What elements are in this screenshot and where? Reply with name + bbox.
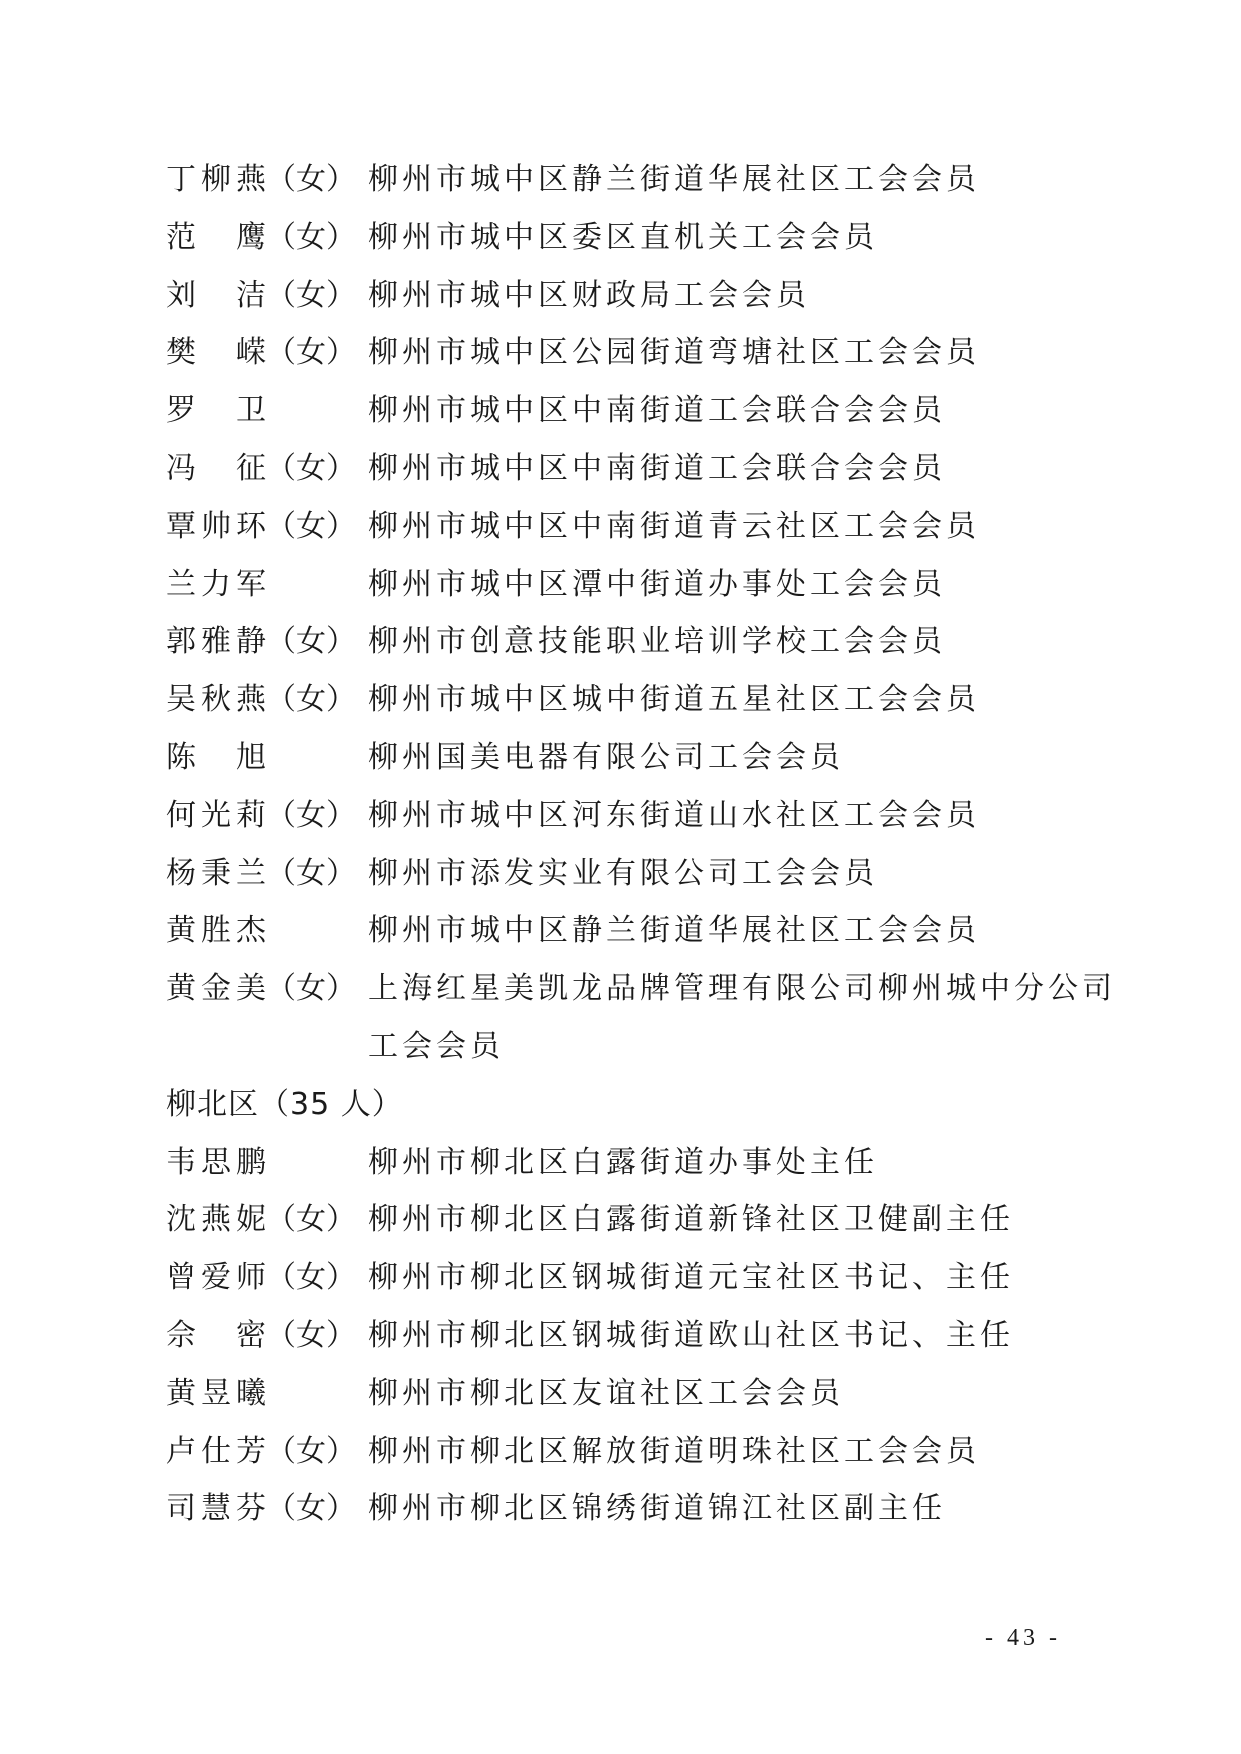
list-item (166, 738, 1126, 796)
list-item (166, 1374, 1126, 1432)
person-name (166, 1489, 266, 1529)
list-item (166, 507, 1126, 565)
gender-note: （女） (266, 682, 356, 718)
gender-note: （女） (266, 335, 356, 371)
list-item (166, 333, 1126, 391)
list-item (166, 969, 1126, 1027)
name-char: 丁 (166, 162, 196, 197)
name-char: 杰 (236, 913, 266, 949)
name-char: 韦 (166, 1144, 196, 1180)
name-char: 郭 (166, 624, 196, 660)
name-char: 吴 (166, 682, 196, 718)
name-char: 黄 (166, 971, 196, 1007)
person-name (166, 391, 266, 431)
work-unit: 柳州市添发实业有限公司工会会员 (368, 855, 878, 891)
person-name (166, 449, 266, 489)
work-unit: 柳州市城中区公园街道弯塘社区工会会员 (368, 335, 980, 371)
name-char: 曦 (236, 1375, 266, 1411)
list-item (166, 854, 1126, 912)
work-unit: 柳州市城中区静兰街道华展社区工会会员 (368, 913, 980, 949)
name-char: 佘 (166, 1317, 196, 1353)
gender-note: （女） (266, 624, 356, 660)
name-char: 柳 (201, 162, 231, 197)
person-name (166, 507, 266, 547)
name-char: 昱 (201, 1375, 231, 1411)
name-char: 静 (236, 624, 266, 660)
name-char: 沈 (166, 1202, 196, 1238)
person-name (166, 1432, 266, 1472)
list-item (166, 1258, 1126, 1316)
name-char: 思 (201, 1144, 231, 1180)
list-item (166, 449, 1126, 507)
work-unit: 柳州市城中区城中街道五星社区工会会员 (368, 682, 980, 718)
gender-note: （女） (266, 1317, 356, 1353)
work-unit: 柳州市柳北区锦绣街道锦江社区副主任 (368, 1491, 946, 1527)
name-char: 征 (236, 450, 266, 486)
name-char: 嵘 (236, 335, 266, 371)
person-name (166, 1200, 266, 1240)
work-unit: 柳州市城中区静兰街道华展社区工会会员 (368, 162, 980, 197)
name-char: 军 (236, 566, 266, 602)
work-unit: 柳州市城中区河东街道山水社区工会会员 (368, 797, 980, 833)
person-name (166, 796, 266, 836)
name-char: 冯 (166, 450, 196, 486)
page-number: - 43 - (985, 1625, 1061, 1651)
name-char: 莉 (236, 797, 266, 833)
person-name (166, 1316, 266, 1356)
name-char: 何 (166, 797, 196, 833)
name-char: 燕 (236, 162, 266, 197)
name-char: 卢 (166, 1433, 196, 1469)
name-char: 兰 (166, 566, 196, 602)
work-unit: 柳州市城中区委区直机关工会会员 (368, 219, 878, 255)
name-char: 覃 (166, 508, 196, 544)
name-char: 秉 (201, 855, 231, 891)
list-item (166, 1200, 1126, 1258)
gender-note: （女） (266, 277, 356, 313)
name-char: 杨 (166, 855, 196, 891)
member-group-liubei (166, 1143, 1126, 1548)
person-name (166, 854, 266, 894)
work-unit: 上海红星美凯龙品牌管理有限公司柳州城中分公司 (368, 971, 1116, 1007)
name-char: 陈 (166, 739, 196, 775)
name-char: 美 (236, 971, 266, 1007)
work-unit: 柳州市城中区潭中街道办事处工会会员 (368, 566, 946, 602)
list-item (166, 680, 1126, 738)
name-char: 秋 (201, 682, 231, 718)
list-item (166, 911, 1126, 969)
name-char: 曾 (166, 1260, 196, 1296)
gender-note: （女） (266, 1260, 356, 1296)
name-char: 爱 (201, 1260, 231, 1296)
name-char: 芬 (236, 1491, 266, 1527)
gender-note: （女） (266, 1433, 356, 1469)
list-item-continuation (166, 1027, 1126, 1085)
work-unit: 柳州市城中区财政局工会会员 (368, 277, 810, 313)
person-name (166, 911, 266, 951)
name-char: 燕 (201, 1202, 231, 1238)
section-heading: 柳北区（35 人） (166, 1086, 403, 1122)
name-char: 黄 (166, 913, 196, 949)
name-char: 范 (166, 219, 196, 255)
member-group-chengzhong (166, 160, 1126, 1085)
list-item (166, 796, 1126, 854)
person-name (166, 1258, 266, 1298)
name-char: 仕 (201, 1433, 231, 1469)
person-name (166, 218, 266, 258)
person-name (166, 680, 266, 720)
name-char: 黄 (166, 1375, 196, 1411)
name-char: 师 (236, 1260, 266, 1296)
name-char: 樊 (166, 335, 196, 371)
gender-note: （女） (266, 450, 356, 486)
name-char: 妮 (236, 1202, 266, 1238)
list-item (166, 160, 1126, 218)
person-name (166, 276, 266, 316)
name-char: 洁 (236, 277, 266, 313)
name-char: 鹰 (236, 219, 266, 255)
person-name (166, 622, 266, 662)
gender-note: （女） (266, 971, 356, 1007)
name-char: 芳 (236, 1433, 266, 1469)
work-unit: 柳州市柳北区白露街道办事处主任 (368, 1144, 878, 1180)
work-unit: 柳州市城中区中南街道工会联合会会员 (368, 393, 946, 429)
name-char: 兰 (236, 855, 266, 891)
name-char: 密 (236, 1317, 266, 1353)
name-char: 燕 (236, 682, 266, 718)
gender-note: （女） (266, 1491, 356, 1527)
name-char: 雅 (201, 624, 231, 660)
work-unit: 柳州市柳北区友谊社区工会会员 (368, 1375, 844, 1411)
name-char: 金 (201, 971, 231, 1007)
name-char: 卫 (236, 393, 266, 429)
list-item (166, 276, 1126, 334)
gender-note: （女） (266, 508, 356, 544)
name-char: 慧 (201, 1491, 231, 1527)
gender-note: （女） (266, 219, 356, 255)
list-item (166, 622, 1126, 680)
list-item (166, 218, 1126, 276)
work-unit: 柳州市柳北区钢城街道元宝社区书记、主任 (368, 1260, 1014, 1296)
name-char: 光 (201, 797, 231, 833)
list-item (166, 391, 1126, 449)
person-name (166, 565, 266, 605)
gender-note: （女） (266, 1202, 356, 1238)
work-unit: 柳州市城中区中南街道青云社区工会会员 (368, 508, 980, 544)
work-unit: 柳州市柳北区解放街道明珠社区工会会员 (368, 1433, 980, 1469)
list-item (166, 565, 1126, 623)
person-name (166, 160, 266, 200)
work-unit: 工会会员 (368, 1028, 504, 1064)
name-char: 环 (236, 508, 266, 544)
work-unit: 柳州市创意技能职业培训学校工会会员 (368, 624, 946, 660)
person-name (166, 1143, 266, 1183)
list-item (166, 1432, 1126, 1490)
name-char: 力 (201, 566, 231, 602)
person-name (166, 738, 266, 778)
member-list (166, 160, 1126, 1547)
person-name (166, 1374, 266, 1414)
name-char: 鹏 (236, 1144, 266, 1180)
name-char: 胜 (201, 913, 231, 949)
name-char: 司 (166, 1491, 196, 1527)
name-char: 罗 (166, 393, 196, 429)
gender-note: （女） (266, 162, 356, 197)
list-item (166, 1143, 1126, 1201)
work-unit: 柳州市柳北区钢城街道欧山社区书记、主任 (368, 1317, 1014, 1353)
list-item (166, 1316, 1126, 1374)
name-char: 帅 (201, 508, 231, 544)
list-item (166, 1489, 1126, 1547)
person-name (166, 969, 266, 1009)
name-char: 刘 (166, 277, 196, 313)
work-unit: 柳州市城中区中南街道工会联合会会员 (368, 450, 946, 486)
gender-note: （女） (266, 855, 356, 891)
gender-note: （女） (266, 797, 356, 833)
name-char: 旭 (236, 739, 266, 775)
person-name (166, 333, 266, 373)
work-unit: 柳州市柳北区白露街道新锋社区卫健副主任 (368, 1202, 1014, 1238)
work-unit: 柳州国美电器有限公司工会会员 (368, 739, 844, 775)
